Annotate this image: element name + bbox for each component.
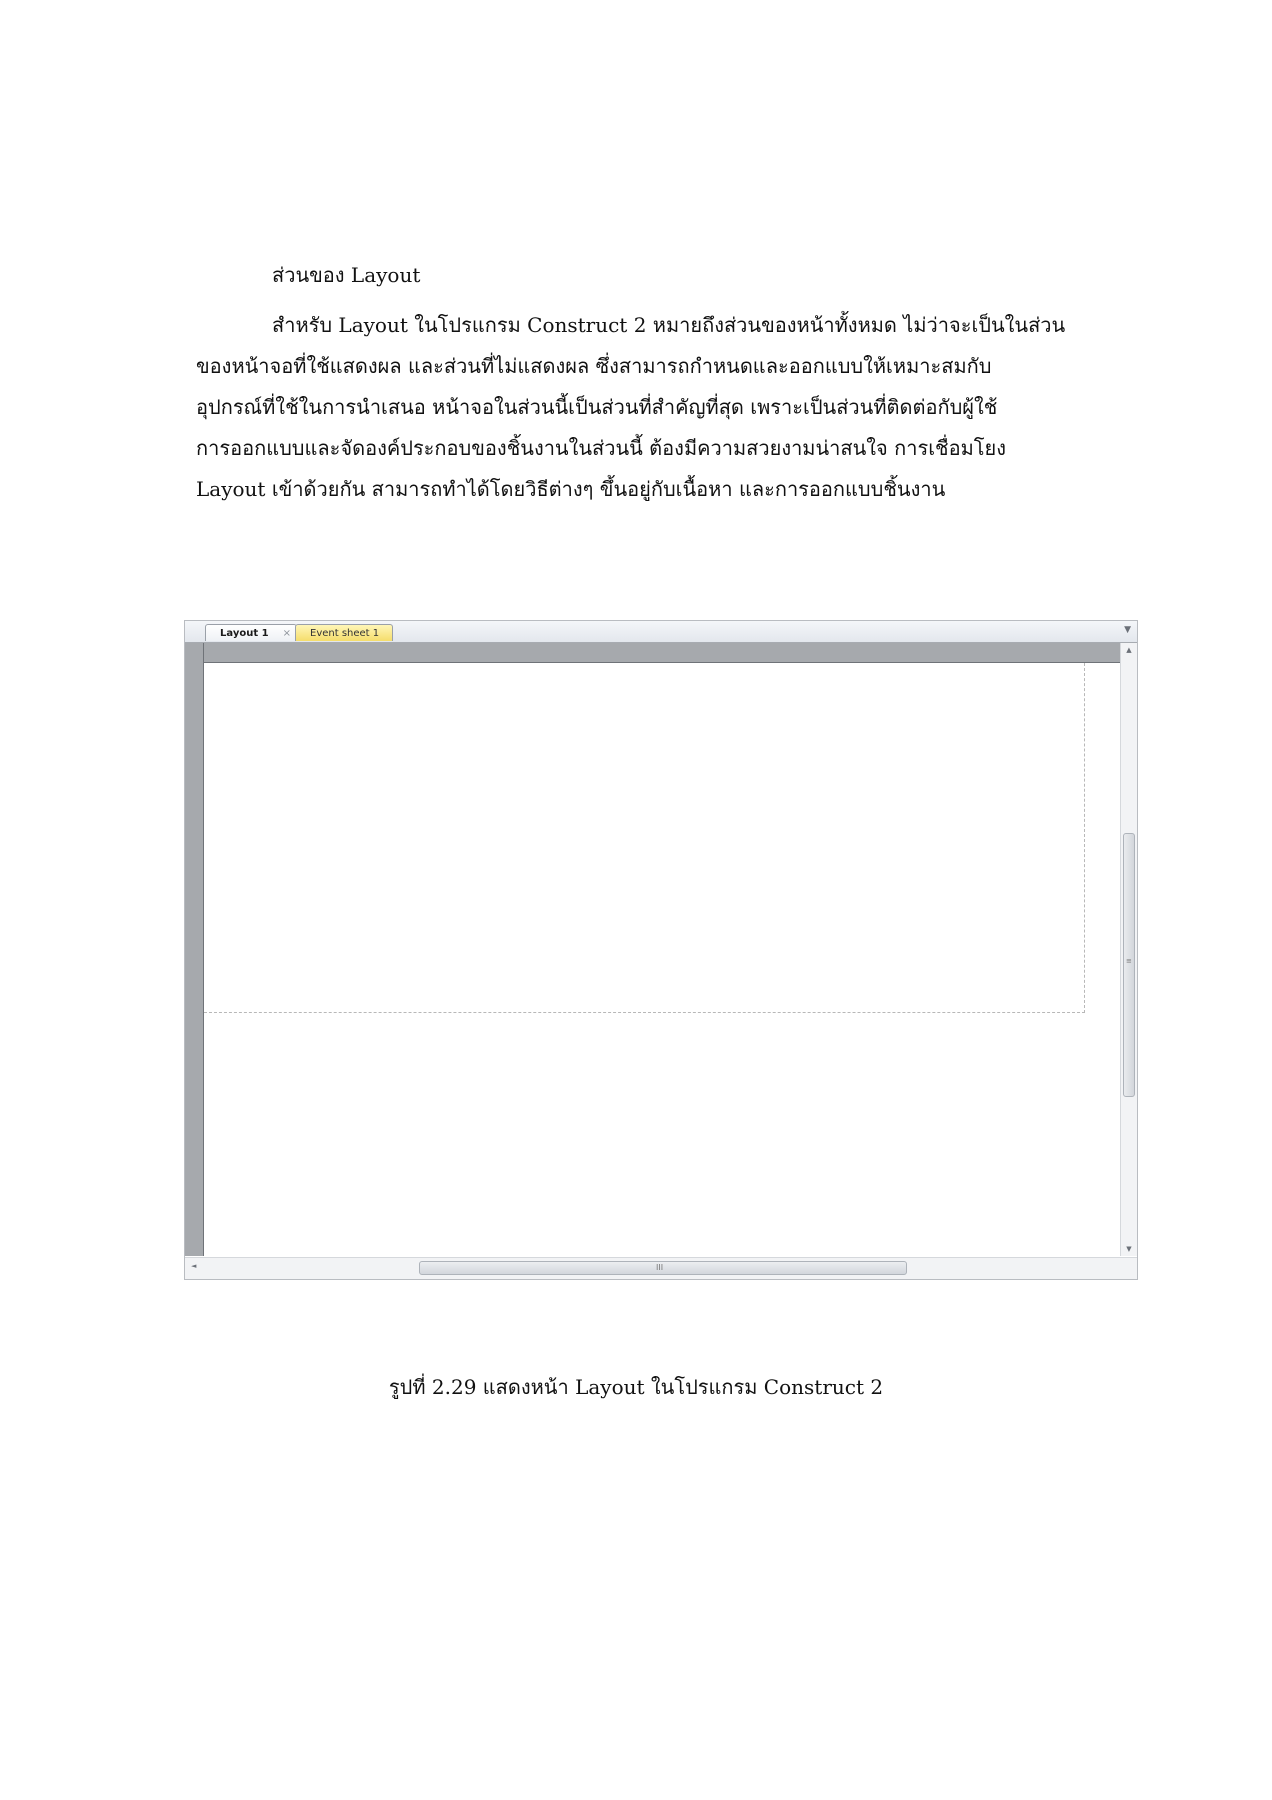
top-border: [185, 643, 1120, 663]
scroll-up-icon[interactable]: ▲: [1126, 646, 1132, 654]
tab-event-sheet-1[interactable]: [295, 624, 393, 641]
horizontal-grip-icon: III: [656, 1263, 664, 1272]
body-text: [196, 262, 1126, 510]
layout-surface[interactable]: [204, 663, 1120, 1256]
window-size-guide: [204, 663, 1085, 1013]
tab-layout-1-label: Layout 1: [220, 628, 269, 639]
layout-canvas-area: [185, 643, 1120, 1256]
tab-layout-1[interactable]: [205, 624, 297, 641]
scroll-down-icon[interactable]: ▼: [1126, 1245, 1132, 1253]
section-paragraph: [196, 305, 1126, 510]
paragraph-line-4: การออกแบบและจัดองค์ประกอบของชิ้นงานในส่วนนี้ ต้องมีความสวยงามน่าสนใจ การเชื่อมโยง: [196, 436, 1007, 460]
editor-tab-bar: [185, 621, 1137, 643]
vertical-scroll-thumb[interactable]: [1123, 833, 1135, 1097]
scroll-left-icon[interactable]: ◄: [191, 1262, 197, 1270]
paragraph-line-5: Layout เข้าด้วยกัน สามารถทำได้โดยวิธีต่างๆ ขึ้นอยู่กับเนื้อหา และการออกแบบชิ้นงาน: [196, 477, 946, 501]
horizontal-scrollbar[interactable]: [185, 1257, 1137, 1279]
vertical-grip-icon: ≡: [1126, 957, 1132, 965]
section-heading: ส่วนของ Layout: [272, 263, 421, 287]
vertical-scrollbar[interactable]: [1120, 643, 1137, 1256]
close-icon[interactable]: ×: [282, 628, 291, 639]
paragraph-line-3: อุปกรณ์ที่ใช้ในการนำเสนอ หน้าจอในส่วนนี้เป็นส่วนที่สำคัญที่สุด เพราะเป็นส่วนที่ติดต่อกับผู้ใช้: [196, 395, 998, 419]
paragraph-line-2: ของหน้าจอที่ใช้แสดงผล และส่วนที่ไม่แสดงผล ซึ่งสามารถกำหนดและออกแบบให้เหมาะสมกับ: [196, 354, 992, 378]
construct2-layout-editor-screenshot: [184, 620, 1138, 1280]
left-border: [185, 643, 204, 1256]
figure-caption: รูปที่ 2.29 แสดงหน้า Layout ในโปรแกรม Construct 2: [388, 1375, 884, 1399]
paragraph-line-1: สำหรับ Layout ในโปรแกรม Construct 2 หมายถึงส่วนของหน้าทั้งหมด ไม่ว่าจะเป็นในส่วน: [272, 313, 1066, 337]
chevron-down-icon[interactable]: ▼: [1124, 625, 1131, 635]
tab-event-sheet-1-label: Event sheet 1: [310, 628, 380, 639]
horizontal-scroll-thumb[interactable]: [419, 1261, 907, 1275]
